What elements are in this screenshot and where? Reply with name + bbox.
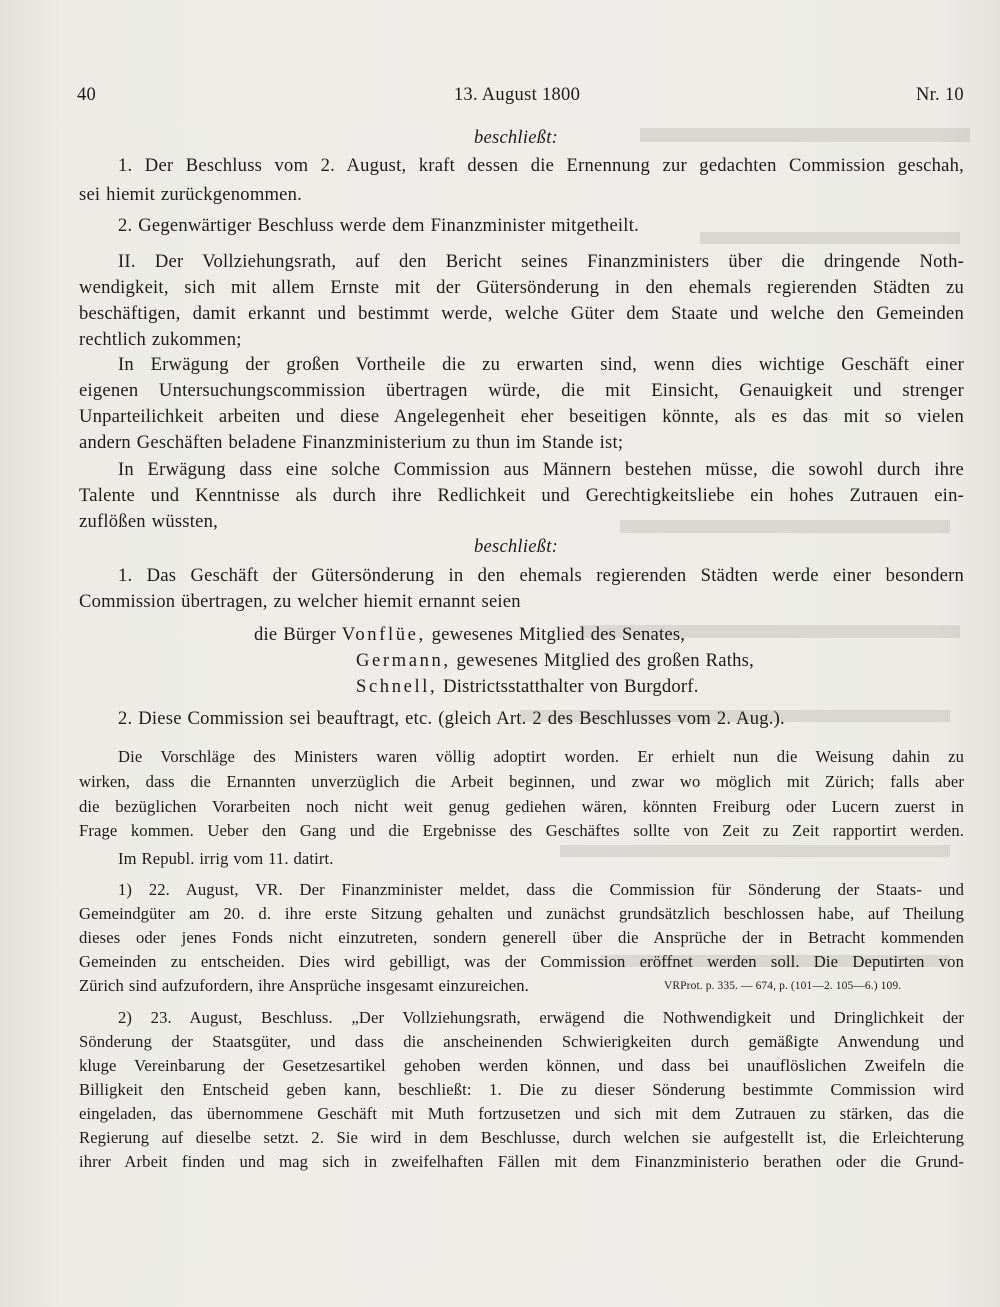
note-line: Frage kommen. Ueber den Gang und die Ergebnisse des Geschäftes sollte von Zeit zu Zeit rapportirt werden. bbox=[79, 821, 964, 840]
text-line: 2. Diese Commission sei beauftragt, etc. (gleich Art. 2 des Beschlusses vom 2. Aug.). bbox=[118, 708, 785, 729]
text-line: sei hiemit zurückgenommen. bbox=[79, 184, 303, 205]
text-line: 1. Der Beschluss vom 2. August, kraft dessen die Ernennung zur gedachten Commission geschah, bbox=[118, 155, 964, 176]
text-line: In Erwägung dass eine solche Commission aus Männern bestehen müsse, die sowohl durch ihre bbox=[118, 459, 964, 480]
member-name: Germann, bbox=[356, 650, 451, 671]
note-line: die bezüglichen Vorarbeiten noch nicht weit genug gediehen wären, könnten Freiburg oder Lucern zuerst in bbox=[79, 797, 964, 816]
document-number: Nr. 10 bbox=[915, 85, 964, 105]
member-role: gewesenes Mitglied des großen Raths, bbox=[456, 650, 754, 671]
text-line: Talente und Kenntnisse als durch ihre Redlichkeit und Gerechtigkeitsliebe ein hohes Zutrauen ein- bbox=[79, 485, 964, 506]
header-date: 13. August 1800 bbox=[453, 85, 581, 105]
member-line bbox=[356, 650, 754, 672]
member-name: Vonflüe, bbox=[341, 624, 426, 645]
footnote-line: 2) 23. August, Beschluss. „Der Vollziehungsrath, erwägend die Nothwendigkeit und Dringlichkeit der bbox=[118, 1008, 964, 1027]
text-line: Commission übertragen, zu welcher hiemit ernannt seien bbox=[79, 591, 521, 612]
member-role: gewesenes Mitglied des Senates, bbox=[431, 624, 686, 645]
text-line: zuflößen wüssten, bbox=[79, 511, 218, 532]
text-line: In Erwägung der großen Vortheile die zu erwarten sind, wenn dies wichtige Geschäft einer bbox=[118, 354, 964, 375]
text-line: 2. Gegenwärtiger Beschluss werde dem Finanzminister mitgetheilt. bbox=[118, 215, 639, 236]
footnote-line: dieses oder jenes Fonds nicht einzutreten, sondern generell über die Ansprüche der in Betracht kommenden bbox=[79, 928, 964, 947]
footnote-line: 1) 22. August, VR. Der Finanzminister meldet, dass die Commission für Sönderung der Staats- und bbox=[118, 880, 964, 899]
member-prefix: die Bürger bbox=[254, 624, 336, 645]
text-line: II. Der Vollziehungsrath, auf den Bericht seines Finanzministers über die dringende Noth- bbox=[118, 251, 964, 272]
resolution-heading: beschließt: bbox=[474, 127, 558, 148]
footnote-line: Gemeinden zu entscheiden. Dies wird gebilligt, was der Commission eröffnet werden soll. Die Deputirten von bbox=[79, 952, 964, 971]
member-role: Districtsstatthalter von Burgdorf. bbox=[443, 676, 699, 697]
footnote-line: ihrer Arbeit finden und mag sich in zweifelhaften Fällen mit dem Finanzministerio berathen oder die Grund- bbox=[79, 1152, 964, 1171]
text-line: andern Geschäften beladene Finanzministerium zu thun im Stande ist; bbox=[79, 432, 624, 453]
page-number: 40 bbox=[77, 85, 97, 105]
text-line: 1. Das Geschäft der Gütersönderung in den ehemals regierenden Städten werde einer besondern bbox=[118, 565, 964, 586]
note-line: Die Vorschläge des Ministers waren völlig adoptirt worden. Er erhielt nun die Weisung dahin zu bbox=[118, 747, 964, 766]
text-line: wendigkeit, sich mit allem Ernste mit der Gütersönderung in den ehemals regierenden Städten zu bbox=[79, 277, 964, 298]
footnote-line: Billigkeit den Entscheid geben kann, beschließt: 1. Die zu dieser Sönderung bestimmte Commission wird bbox=[79, 1080, 964, 1099]
text-line: rechtlich zukommen; bbox=[79, 329, 242, 350]
member-name: Schnell, bbox=[356, 676, 438, 697]
footnote-line: Zürich sind aufzufordern, ihre Ansprüche insgesamt einzureichen. bbox=[79, 976, 529, 995]
note-line: Im Republ. irrig vom 11. datirt. bbox=[118, 849, 334, 868]
protocol-reference: VRProt. p. 335. — 674, p. (101—2. 105—6.) 109. bbox=[664, 980, 902, 992]
footnote-line: Regierung auf dieselbe setzt. 2. Sie wird in dem Beschlusse, durch welchen sie aufgestellt ist, die Erleichterung bbox=[79, 1128, 964, 1147]
footnote-line: Gemeindgüter am 20. d. ihre erste Sitzung gehalten und zunächst grundsätzlich beschlossen habe, auf Theilung bbox=[79, 904, 964, 923]
resolution-heading: beschließt: bbox=[474, 536, 558, 557]
footnote-line: kluge Vereinbarung der Gesetzesartikel gehoben werden können, und dass bei unauflöslichen Zweifeln die bbox=[79, 1056, 964, 1075]
member-line bbox=[356, 676, 699, 698]
text-line: beschäftigen, damit erkannt und bestimmt werde, welche Güter dem Staate und welche den Gemeinden bbox=[79, 303, 964, 324]
text-line: Unparteilichkeit arbeiten und diese Angelegenheit eher beseitigen könnte, als es das mit so vielen bbox=[79, 406, 964, 427]
footnote-line: eingeladen, das übernommene Geschäft mit Muth fortzusetzen und sich mit dem Zutrauen zu stärken, das die bbox=[79, 1104, 964, 1123]
text-line: eigenen Untersuchungscommission übertragen würde, die mit Einsicht, Genauigkeit und strenger bbox=[79, 380, 964, 401]
member-line bbox=[254, 624, 685, 646]
note-line: wirken, dass die Ernannten unverzüglich die Arbeit beginnen, und zwar wo möglich mit Zürich; falls aber bbox=[79, 772, 964, 791]
footnote-line: Sönderung der Staatsgüter, und dass die anscheinenden Schwierigkeiten durch gemäßigte Anwendung und bbox=[79, 1032, 964, 1051]
